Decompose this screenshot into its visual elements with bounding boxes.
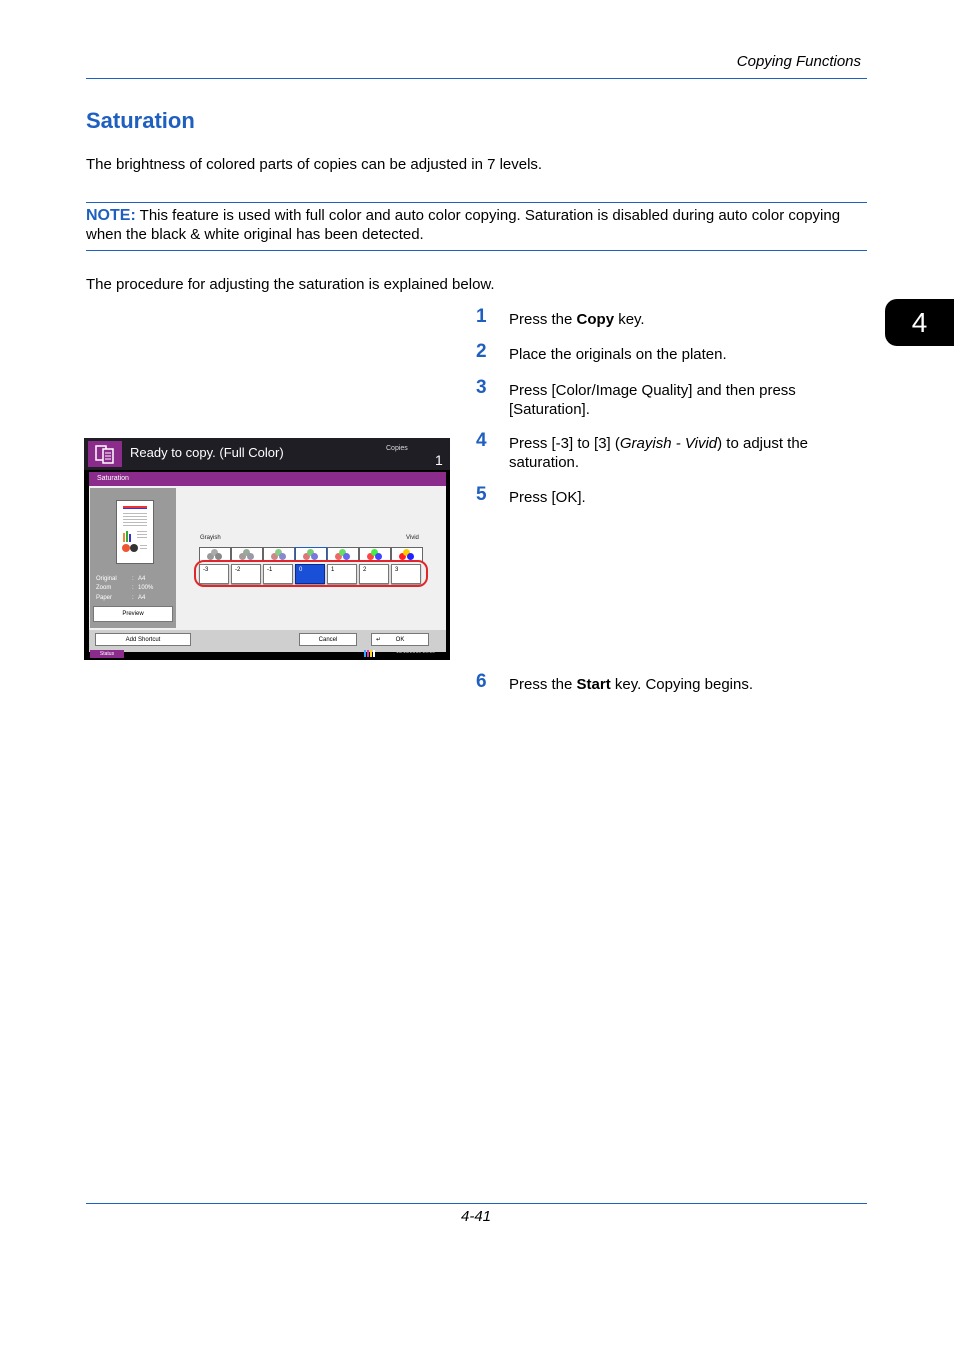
panel-title: Saturation — [89, 472, 446, 486]
level-button-minus2[interactable]: -2 — [231, 564, 261, 584]
level-button-zero[interactable]: 0 — [295, 564, 325, 584]
cancel-button[interactable]: Cancel — [299, 633, 357, 646]
screen-bottom-bar — [89, 630, 446, 652]
step-4: 4 Press [-3] to [3] (Grayish - Vivid) to adjust the saturation. — [476, 430, 809, 471]
footer-rule — [86, 1203, 867, 1204]
copies-count: 1 — [435, 452, 443, 468]
level-button-minus3[interactable]: -3 — [199, 564, 229, 584]
add-shortcut-button[interactable]: Add Shortcut — [95, 633, 191, 646]
ok-button[interactable] — [371, 633, 429, 646]
screen-status-text: Ready to copy. (Full Color) — [130, 445, 284, 460]
procedure-intro: The procedure for adjusting the saturation is explained below. — [86, 276, 495, 293]
step-number: 5 — [476, 484, 487, 505]
step-2: 2 Place the originals on the platen. — [476, 341, 727, 363]
note-text: This feature is used with full color and auto color copying. Saturation is disabled during auto color copying when the black & white original has been detected. — [86, 207, 841, 243]
saturation-panel — [89, 472, 446, 652]
preview-button[interactable]: Preview — [93, 606, 173, 622]
copy-icon — [88, 441, 122, 467]
key-name: Start — [576, 676, 611, 693]
key-name: Copy — [576, 311, 615, 328]
level-button-plus2[interactable]: 2 — [359, 564, 389, 584]
page-number: 4-41 — [461, 1208, 492, 1225]
step-number: 2 — [476, 341, 487, 362]
status-button[interactable]: Status — [90, 650, 124, 658]
ok-label: OK — [395, 636, 405, 643]
note-label: NOTE: — [86, 207, 136, 224]
section-title: Saturation — [86, 108, 195, 133]
step-3: 3 Press [Color/Image Quality] and then press [Saturation]. — [476, 377, 796, 418]
step-6: 6 Press the Start key. Copying begins. — [476, 671, 754, 693]
device-screen — [84, 438, 450, 660]
enter-icon: ↵ — [376, 637, 382, 643]
level-button-plus3[interactable]: 3 — [391, 564, 421, 584]
vivid-label: Vivid — [406, 535, 419, 541]
header-rule — [86, 78, 867, 79]
screen-datetime: 10/10/2010 10:10 — [396, 649, 435, 655]
step-number: 3 — [476, 377, 487, 398]
original-info: Original : A4 — [96, 576, 146, 582]
step-1: 1 Press the Copy key. — [476, 306, 645, 328]
step-5: 5 Press [OK]. — [476, 484, 586, 506]
note-bottom-rule — [86, 250, 867, 251]
zoom-info: Zoom : 100% — [96, 585, 154, 591]
document-thumbnail-icon — [116, 500, 154, 564]
note-top-rule — [86, 202, 867, 203]
grayish-label: Grayish — [200, 535, 221, 541]
screen-status-bar — [84, 438, 450, 470]
level-button-minus1[interactable]: -1 — [263, 564, 293, 584]
step-number: 4 — [476, 430, 487, 451]
step-number: 6 — [476, 671, 487, 692]
preview-area — [90, 488, 176, 628]
intro-text: The brightness of colored parts of copies can be adjusted in 7 levels. — [86, 156, 543, 173]
highlight-ring — [194, 560, 428, 587]
paper-info: Paper : A4 — [96, 595, 146, 601]
level-button-plus1[interactable]: 1 — [327, 564, 357, 584]
copies-label: Copies — [386, 445, 408, 452]
chapter-tab: 4 — [885, 299, 954, 346]
toner-level-icon — [364, 650, 375, 657]
note-box — [86, 206, 867, 244]
step-number: 1 — [476, 306, 487, 327]
running-header: Copying Functions — [736, 53, 861, 70]
